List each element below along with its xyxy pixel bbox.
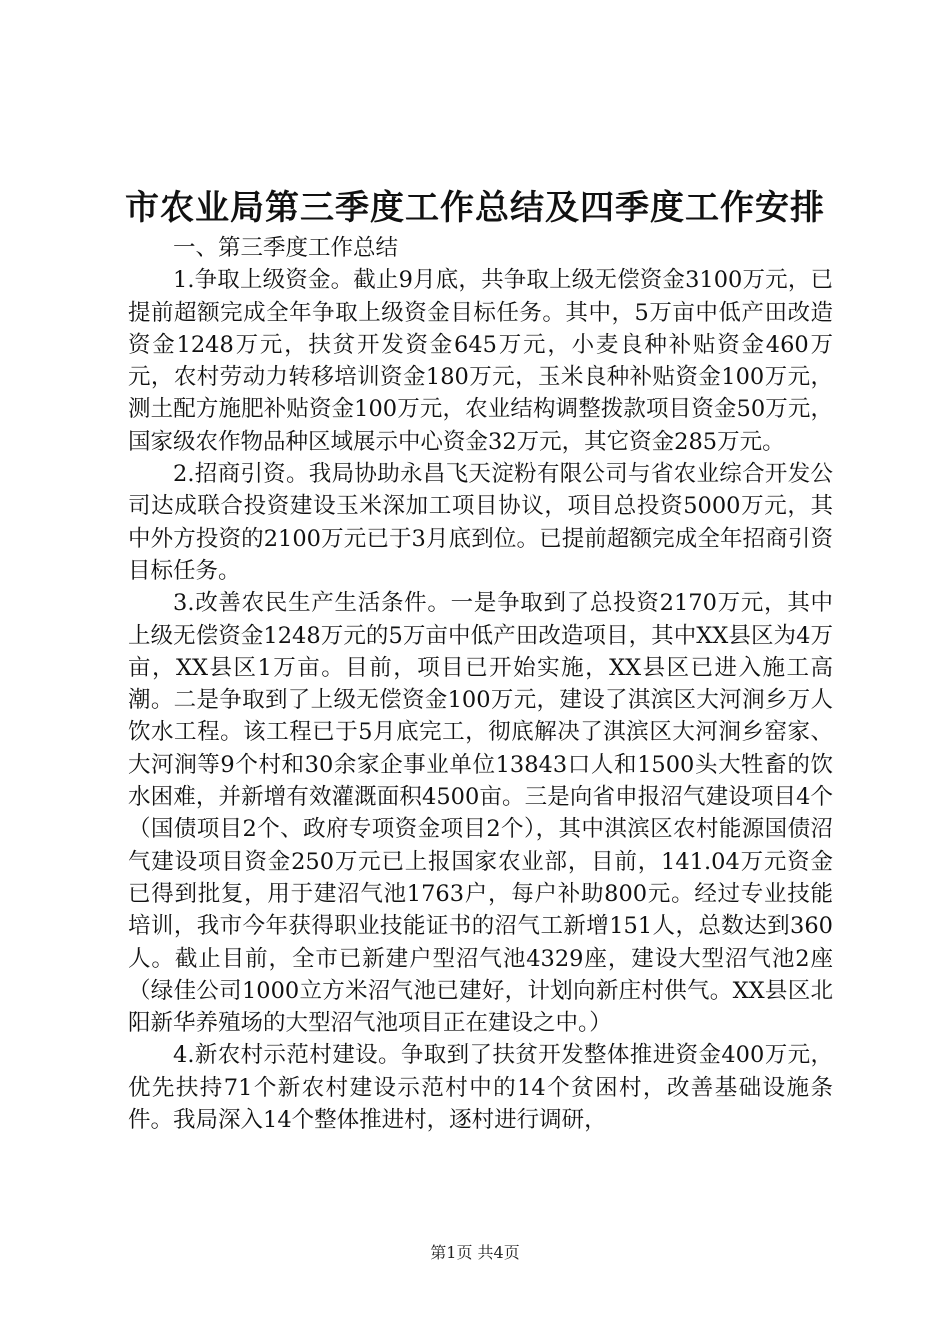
paragraph-investment: 2.招商引资。我局协助永昌飞天淀粉有限公司与省农业综合开发公司达成联合投资建设玉米深加工项目协议，项目总投资5000万元，其中外方投资的2100万元已于3月底到位。已提前超额完成全年招商引资目标任务。 bbox=[128, 461, 833, 584]
paragraph-living-conditions: 3.改善农民生产生活条件。一是争取到了总投资2170万元，其中上级无偿资金1248万元的5万亩中低产田改造项目，其中XX县区为4万亩，XX县区1万亩。目前，项目已开始实施，XX县区已进入施工高潮。二是争取到了上级无偿资金100万元，建设了淇滨区大河涧乡万人饮水工程。该工程已于5月底完工，彻底解决了淇滨区大河涧乡窑家、大河涧等9个村和30余家企事业单位13843口人和1500头大牲畜的饮水困难，并新增有效灌溉面积4500亩。三是向省申报沼气建设项目4个（国债项目2个、政府专项资金项目2个），其中淇滨区农村能源国债沼气建设项目资金250万元已上报国家农业部，目前，141.04万元资金已得到批复，用于建沼气池1763户，每户补助800元。经过专业技能培训，我市今年获得职业技能证书的沼气工新增151人，总数达到360人。截止目前，全市已新建户型沼气池4329座，建设大型沼气池2座（绿佳公司1000立方米沼气池已建好，计划向新庄村供气。XX县区北阳新华养殖场的大型沼气池项目正在建设之中。） bbox=[128, 590, 833, 1037]
paragraph-funding: 1.争取上级资金。截止9月底，共争取上级无偿资金3100万元，已提前超额完成全年争取上级资金目标任务。其中，5万亩中低产田改造资金1248万元，扶贫开发资金645万元，小麦良种补贴资金460万元，农村劳动力转移培训资金180万元，玉米良种补贴资金100万元，测土配方施肥补贴资金100万元，农业结构调整拨款项目资金50万元，国家级农作物品种区域展示中心资金32万元，其它资金285万元。 bbox=[128, 267, 833, 455]
section-heading: 一、第三季度工作总结 bbox=[173, 235, 399, 261]
paragraph-model-villages: 4.新农村示范村建设。争取到了扶贫开发整体推进资金400万元，优先扶持71个新农村建设示范村中的14个贫困村，改善基础设施条件。我局深入14个整体推进村，逐村进行调研， bbox=[128, 1042, 833, 1134]
document-body bbox=[128, 232, 833, 1136]
page-number-footer: 第1页 共4页 bbox=[430, 1243, 520, 1262]
document-title: 市农业局第三季度工作总结及四季度工作安排 bbox=[125, 188, 825, 228]
